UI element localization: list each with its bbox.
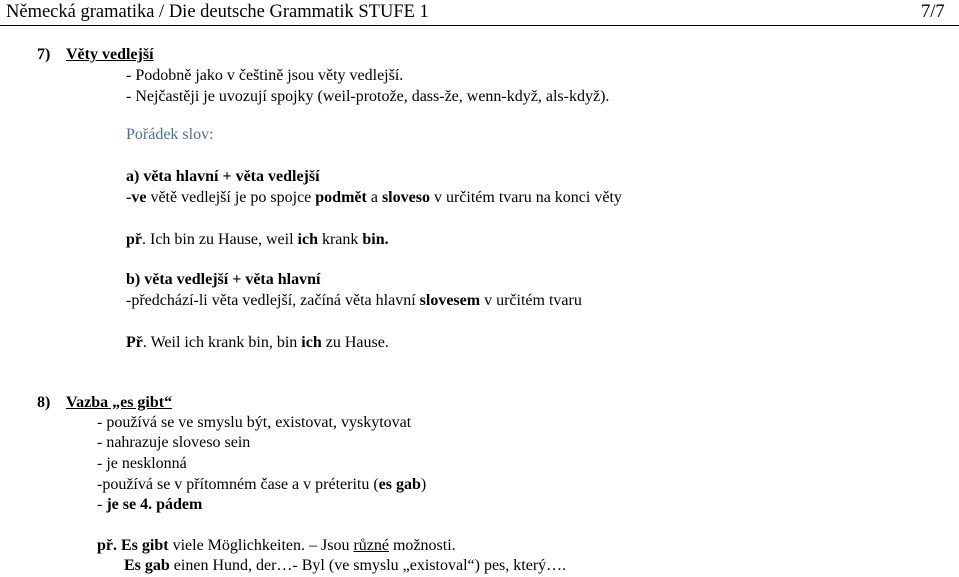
- section-8-title: Vazba „es gibt“: [66, 394, 173, 411]
- rule-a-title: a) věta hlavní + věta vedlejší: [126, 168, 320, 185]
- section-8-number: 8): [37, 394, 51, 411]
- section-8-example-2: Es gab einen Hund, der…- Byl (ve smyslu „existoval“) pes, který….: [124, 557, 567, 574]
- rule-b-title: b) věta vedlejší + věta hlavní: [126, 271, 321, 288]
- section-8-line-5: - je se 4. pádem: [97, 496, 203, 513]
- section-7-line-1: - Podobně jako v češtině jsou věty vedlejší.: [126, 67, 404, 84]
- rule-a-text: -ve větě vedlejší je po spojce podmět a sloveso v určitém tvaru na konci věty: [126, 189, 622, 206]
- section-7-title: Věty vedlejší: [66, 46, 154, 63]
- section-8-example-1: př. Es gibt viele Möglichkeiten. – Jsou různé možnosti.: [97, 537, 456, 554]
- section-8-line-2: - nahrazuje sloveso sein: [97, 434, 251, 451]
- section-7-number: 7): [37, 46, 51, 63]
- header-rule: [0, 25, 959, 26]
- rule-b-text: -předchází-li věta vedlejší, začíná věta hlavní slovesem v určitém tvaru: [126, 292, 582, 309]
- page-number: 7/7: [921, 2, 945, 22]
- word-order-heading: Pořádek slov:: [126, 126, 214, 143]
- section-8-line-1: - používá se ve smyslu být, existovat, vyskytovat: [97, 414, 412, 431]
- rule-b-example: Př. Weil ich krank bin, bin ich zu Hause.: [126, 334, 389, 351]
- section-7-line-2: - Nejčastěji je uvozují spojky (weil-protože, dass-že, wenn-když, als-když).: [126, 88, 610, 105]
- section-8-line-4: -používá se v přítomném čase a v préteritu (es gab): [97, 476, 427, 493]
- rule-a-example: př. Ich bin zu Hause, weil ich krank bin.: [126, 231, 389, 248]
- section-8-line-3: - je nesklonná: [97, 455, 187, 472]
- header-title: Německá gramatika / Die deutsche Grammatik STUFE 1: [6, 2, 429, 22]
